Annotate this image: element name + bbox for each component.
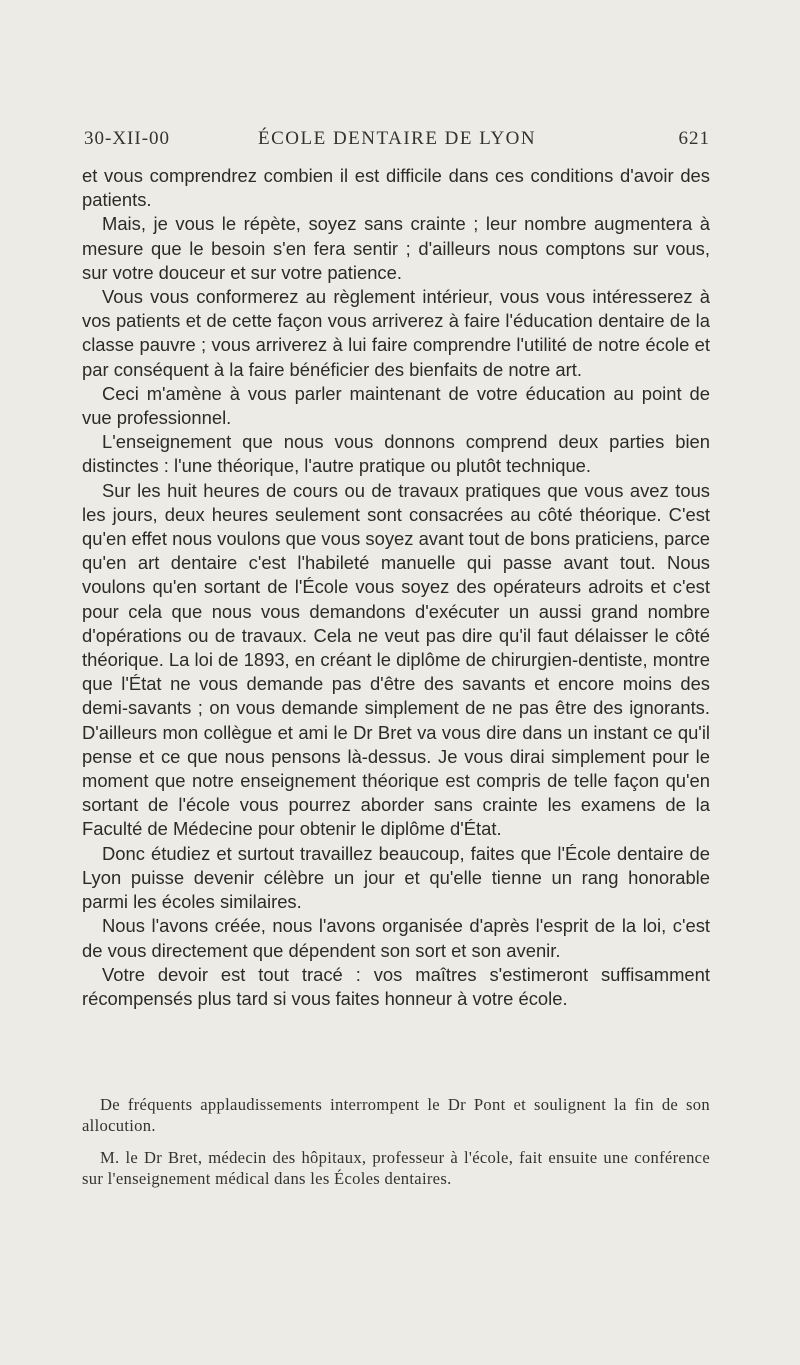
paragraph: Sur les huit heures de cours ou de travaux pratiques que vous avez tous les jours, deux heures seulement sont consacrées au côté théorique. C'est qu'en effet nous voulons que vous soyez avant tout de bons praticiens, parce qu'en art dentaire c'est l'habileté manuelle qui passe avant tout. Nous voulons qu'en sortant de l'École vous soyez des opérateurs adroits et c'est pour cela que nous vous demandons d'exécuter un aussi grand nombre d'opérations ou de travaux. Cela ne veut pas dire qu'il faut délaisser le côté théorique. La loi de 1893, en créant le diplôme de chirurgien-dentiste, montre que l'État ne vous demande pas d'être des savants et encore moins des demi-savants ; on vous demande simplement de ne pas être des ignorants. D'ailleurs mon collègue et ami le Dr Bret va vous dire dans un instant ce qu'il pense et ce que nous pensons là-dessus. Je vous dirai simplement pour le moment que notre enseignement théorique est compris de telle façon qu'en sortant de l'école vous pourrez aborder sans crainte les examens de la Faculté de Médecine pour obtenir le diplôme d'État. <box>82 479 710 840</box>
running-header <box>84 128 710 158</box>
note-bret-conference: M. le Dr Bret, médecin des hôpitaux, professeur à l'école, fait ensuite une conférence sur l'enseignement médical dans les Écoles dentaires. <box>82 1148 710 1188</box>
paragraph: et vous comprendrez combien il est difficile dans ces conditions d'avoir des patients. <box>82 165 710 211</box>
main-text <box>82 164 710 1011</box>
header-date: 30-XII-00 <box>84 128 171 149</box>
page-number: 621 <box>678 128 710 149</box>
closing-notes <box>82 1094 710 1200</box>
header-title: ÉCOLE DENTAIRE DE LYON <box>258 128 537 149</box>
paragraph: L'enseignement que nous vous donnons comprend deux parties bien distinctes : l'une théorique, l'autre pratique ou plutôt technique. <box>82 431 710 477</box>
paragraph: Ceci m'amène à vous parler maintenant de votre éducation au point de vue professionnel. <box>82 382 710 429</box>
paragraph: Nous l'avons créée, nous l'avons organisée d'après l'esprit de la loi, c'est de vous directement que dépendent son sort et son avenir. <box>82 915 710 961</box>
note-applause: De fréquents applaudissements interrompent le Dr Pont et soulignent la fin de son allocution. <box>82 1095 710 1135</box>
paragraph: Mais, je vous le répète, soyez sans crainte ; leur nombre augmentera à mesure que le besoin s'en fera sentir ; d'ailleurs nous comptons sur vous, sur votre douceur et sur votre patience. <box>82 213 710 283</box>
paragraph: Vous vous conformerez au règlement intérieur, vous vous intéresserez à vos patients et de cette façon vous arriverez à faire l'éducation dentaire de la classe pauvre ; vous arriverez à lui faire comprendre l'utilité de notre école et par conséquent à la faire bénéficier des bienfaits de notre art. <box>82 286 710 380</box>
paragraph: Votre devoir est tout tracé : vos maîtres s'estimeront suffisamment récompensés plus tard si vous faites honneur à votre école. <box>82 963 710 1009</box>
paragraph: Donc étudiez et surtout travaillez beaucoup, faites que l'École dentaire de Lyon puisse devenir célèbre un jour et qu'elle tienne un rang honorable parmi les écoles similaires. <box>82 842 710 913</box>
